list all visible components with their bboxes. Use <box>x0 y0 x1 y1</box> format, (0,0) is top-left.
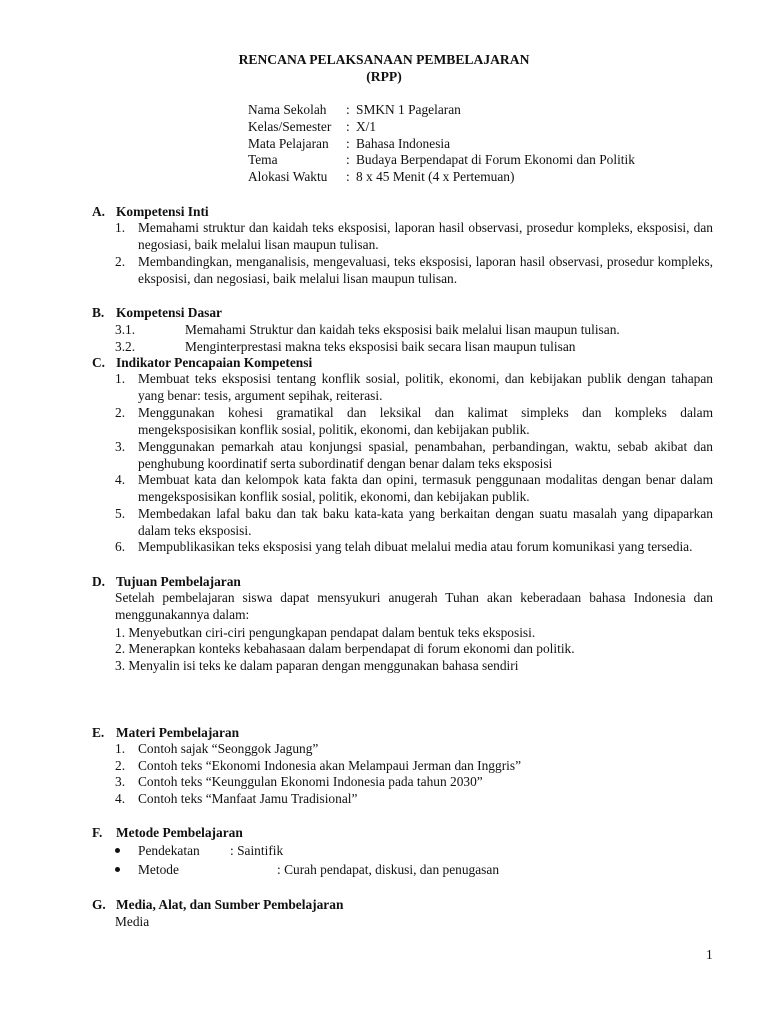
list-item <box>115 371 713 405</box>
list-item <box>115 758 713 775</box>
identity-label: Tema <box>248 152 278 168</box>
bullet-label: Pendekatan <box>138 843 200 858</box>
item-number: 1. <box>115 741 126 756</box>
item-number: 3.2. <box>115 339 136 354</box>
section-g-subheading: Media <box>115 914 150 929</box>
item-number: 3. <box>115 774 126 789</box>
identity-row <box>248 152 635 169</box>
list-item: 1. Menyebutkan ciri-ciri pengungkapan pendapat dalam bentuk teks eksposisi. <box>115 625 536 640</box>
identity-colon: : <box>346 152 350 168</box>
item-text: Mempublikasikan teks eksposisi yang telah dibuat melalui media atau forum komunikasi yang tersedia. <box>138 539 693 554</box>
section-title: Kompetensi Inti <box>116 204 209 219</box>
bullet-value: : Saintifik <box>230 843 284 858</box>
section-title: Kompetensi Dasar <box>116 305 223 320</box>
item-text: Menginterprestasi makna teks eksposisi baik secara lisan maupun tulisan <box>185 339 576 354</box>
list-item <box>115 439 713 473</box>
section-a-heading <box>92 203 209 220</box>
identity-label: Mata Pelajaran <box>248 135 329 151</box>
document-title: RENCANA PELAKSANAAN PEMBELAJARAN <box>238 52 530 67</box>
identity-row <box>248 119 635 136</box>
section-title: Metode Pembelajaran <box>116 825 243 840</box>
list-item: 3. Menyalin isi teks ke dalam paparan dengan menggunakan bahasa sendiri <box>115 658 519 673</box>
list-item <box>115 791 713 808</box>
list-item <box>115 741 713 758</box>
item-number: 6. <box>115 539 126 554</box>
identity-value: SMKN 1 Pagelaran <box>356 102 461 117</box>
item-number: 2. <box>115 405 126 420</box>
section-d-heading <box>92 573 241 590</box>
item-number: 5. <box>115 506 126 521</box>
section-letter: A. <box>92 204 106 219</box>
identity-value: Bahasa Indonesia <box>356 135 451 151</box>
item-text: Contoh sajak “Seonggok Jagung” <box>138 741 319 756</box>
item-text: Menggunakan kohesi gramatikal dan leksikal dan kalimat simpleks dan kompleks dalam mengeksposisikan konflik sosial, politik, ekonomi, dan kebijakan publik. <box>138 405 713 437</box>
identity-colon: : <box>346 118 350 134</box>
section-letter: F. <box>92 825 103 840</box>
item-text: Membandingkan, menganalisis, mengevaluasi, teks eksposisi, laporan hasil observasi, prosedur kompleks, eksposisi, dan negosiasi, baik melalui lisan maupun tulisan. <box>138 254 713 286</box>
document-subtitle: (RPP) <box>366 69 402 84</box>
section-letter: C. <box>92 355 106 370</box>
section-title: Media, Alat, dan Sumber Pembelajaran <box>116 897 344 912</box>
section-title: Materi Pembelajaran <box>116 725 240 740</box>
item-text: Memahami struktur dan kaidah teks eksposisi, laporan hasil observasi, prosedur kompleks, eksposisi, dan negosiasi, baik melalui lisan maupun tulisan. <box>138 220 713 252</box>
bullet-value: : Curah pendapat, diskusi, dan penugasan <box>277 862 500 877</box>
list-item <box>115 472 713 506</box>
item-text: Memahami Struktur dan kaidah teks eksposisi baik melalui lisan maupun tulisan. <box>185 322 620 337</box>
item-number: 1. <box>115 220 126 235</box>
identity-colon: : <box>346 135 350 151</box>
identity-value: X/1 <box>356 118 377 134</box>
section-letter: E. <box>92 725 105 740</box>
identity-colon: : <box>346 102 350 117</box>
section-letter: B. <box>92 305 105 320</box>
list-item <box>115 254 713 288</box>
identity-row <box>248 136 635 153</box>
list-item: 2. Menerapkan konteks kebahasaan dalam berpendapat di forum ekonomi dan politik. <box>115 641 575 656</box>
item-number: 4. <box>115 472 126 487</box>
section-letter: D. <box>92 574 106 589</box>
bullet-icon <box>115 848 120 853</box>
identity-table <box>248 102 635 186</box>
item-number: 3.1. <box>115 322 136 337</box>
list-item <box>115 774 713 791</box>
item-number: 2. <box>115 758 126 773</box>
item-text: Contoh teks “Manfaat Jamu Tradisional” <box>138 791 358 806</box>
item-text: Menggunakan pemarkah atau konjungsi spasial, penambahan, perbandingan, waktu, sebab akibat dan penghubung koordinatif serta subordinatif dengan benar dalam teks eksposisi <box>138 439 713 471</box>
section-letter: G. <box>92 897 106 912</box>
list-item <box>115 405 713 439</box>
identity-value: 8 x 45 Menit (4 x Pertemuan) <box>356 169 515 185</box>
item-text: Membedakan lafal baku dan tak baku kata-kata yang berkaitan dengan suatu masalah yang dipaparkan dalam teks eksposisi. <box>138 506 713 538</box>
item-number: 1. <box>115 371 126 386</box>
section-g-heading <box>92 896 343 913</box>
section-b-heading <box>92 304 222 321</box>
item-text: Membuat kata dan kelompok kata fakta dan opini, termasuk penggunaan modalitas dengan benar dalam mengeksposisikan konflik sosial, politik, ekonomi, dan kebijakan publik. <box>138 472 713 504</box>
identity-value: Budaya Berpendapat di Forum Ekonomi dan Politik <box>356 152 635 168</box>
list-item <box>115 220 713 254</box>
item-number: 2. <box>115 254 126 269</box>
section-title: Tujuan Pembelajaran <box>116 574 241 589</box>
item-text: Contoh teks “Keunggulan Ekonomi Indonesia pada tahun 2030” <box>138 774 483 789</box>
identity-row <box>248 169 635 186</box>
item-text: Membuat teks eksposisi tentang konflik sosial, politik, ekonomi, dan kebijakan publik dengan tahapan yang benar: tesis, argument sepihak, reiterasi. <box>138 371 713 403</box>
item-number: 4. <box>115 791 126 806</box>
page-number: 1 <box>706 947 713 962</box>
identity-label: Nama Sekolah <box>248 102 327 117</box>
identity-label: Kelas/Semester <box>248 118 332 134</box>
identity-row <box>248 102 635 119</box>
section-f-heading <box>92 824 243 841</box>
section-c-heading <box>92 354 312 371</box>
identity-label: Alokasi Waktu <box>248 169 328 185</box>
section-title: Indikator Pencapaian Kompetensi <box>116 355 313 370</box>
identity-colon: : <box>346 169 350 185</box>
list-item <box>115 506 713 540</box>
section-e-heading <box>92 724 239 741</box>
list-item <box>115 539 713 556</box>
item-text: Contoh teks “Ekonomi Indonesia akan Melampaui Jerman dan Inggris” <box>138 758 522 773</box>
section-d-intro: Setelah pembelajaran siswa dapat mensyukuri anugerah Tuhan akan keberadaan bahasa Indonesia dan menggunakannya dalam: <box>115 590 713 622</box>
bullet-label: Metode <box>138 862 179 877</box>
bullet-icon <box>115 867 120 872</box>
item-number: 3. <box>115 439 126 454</box>
